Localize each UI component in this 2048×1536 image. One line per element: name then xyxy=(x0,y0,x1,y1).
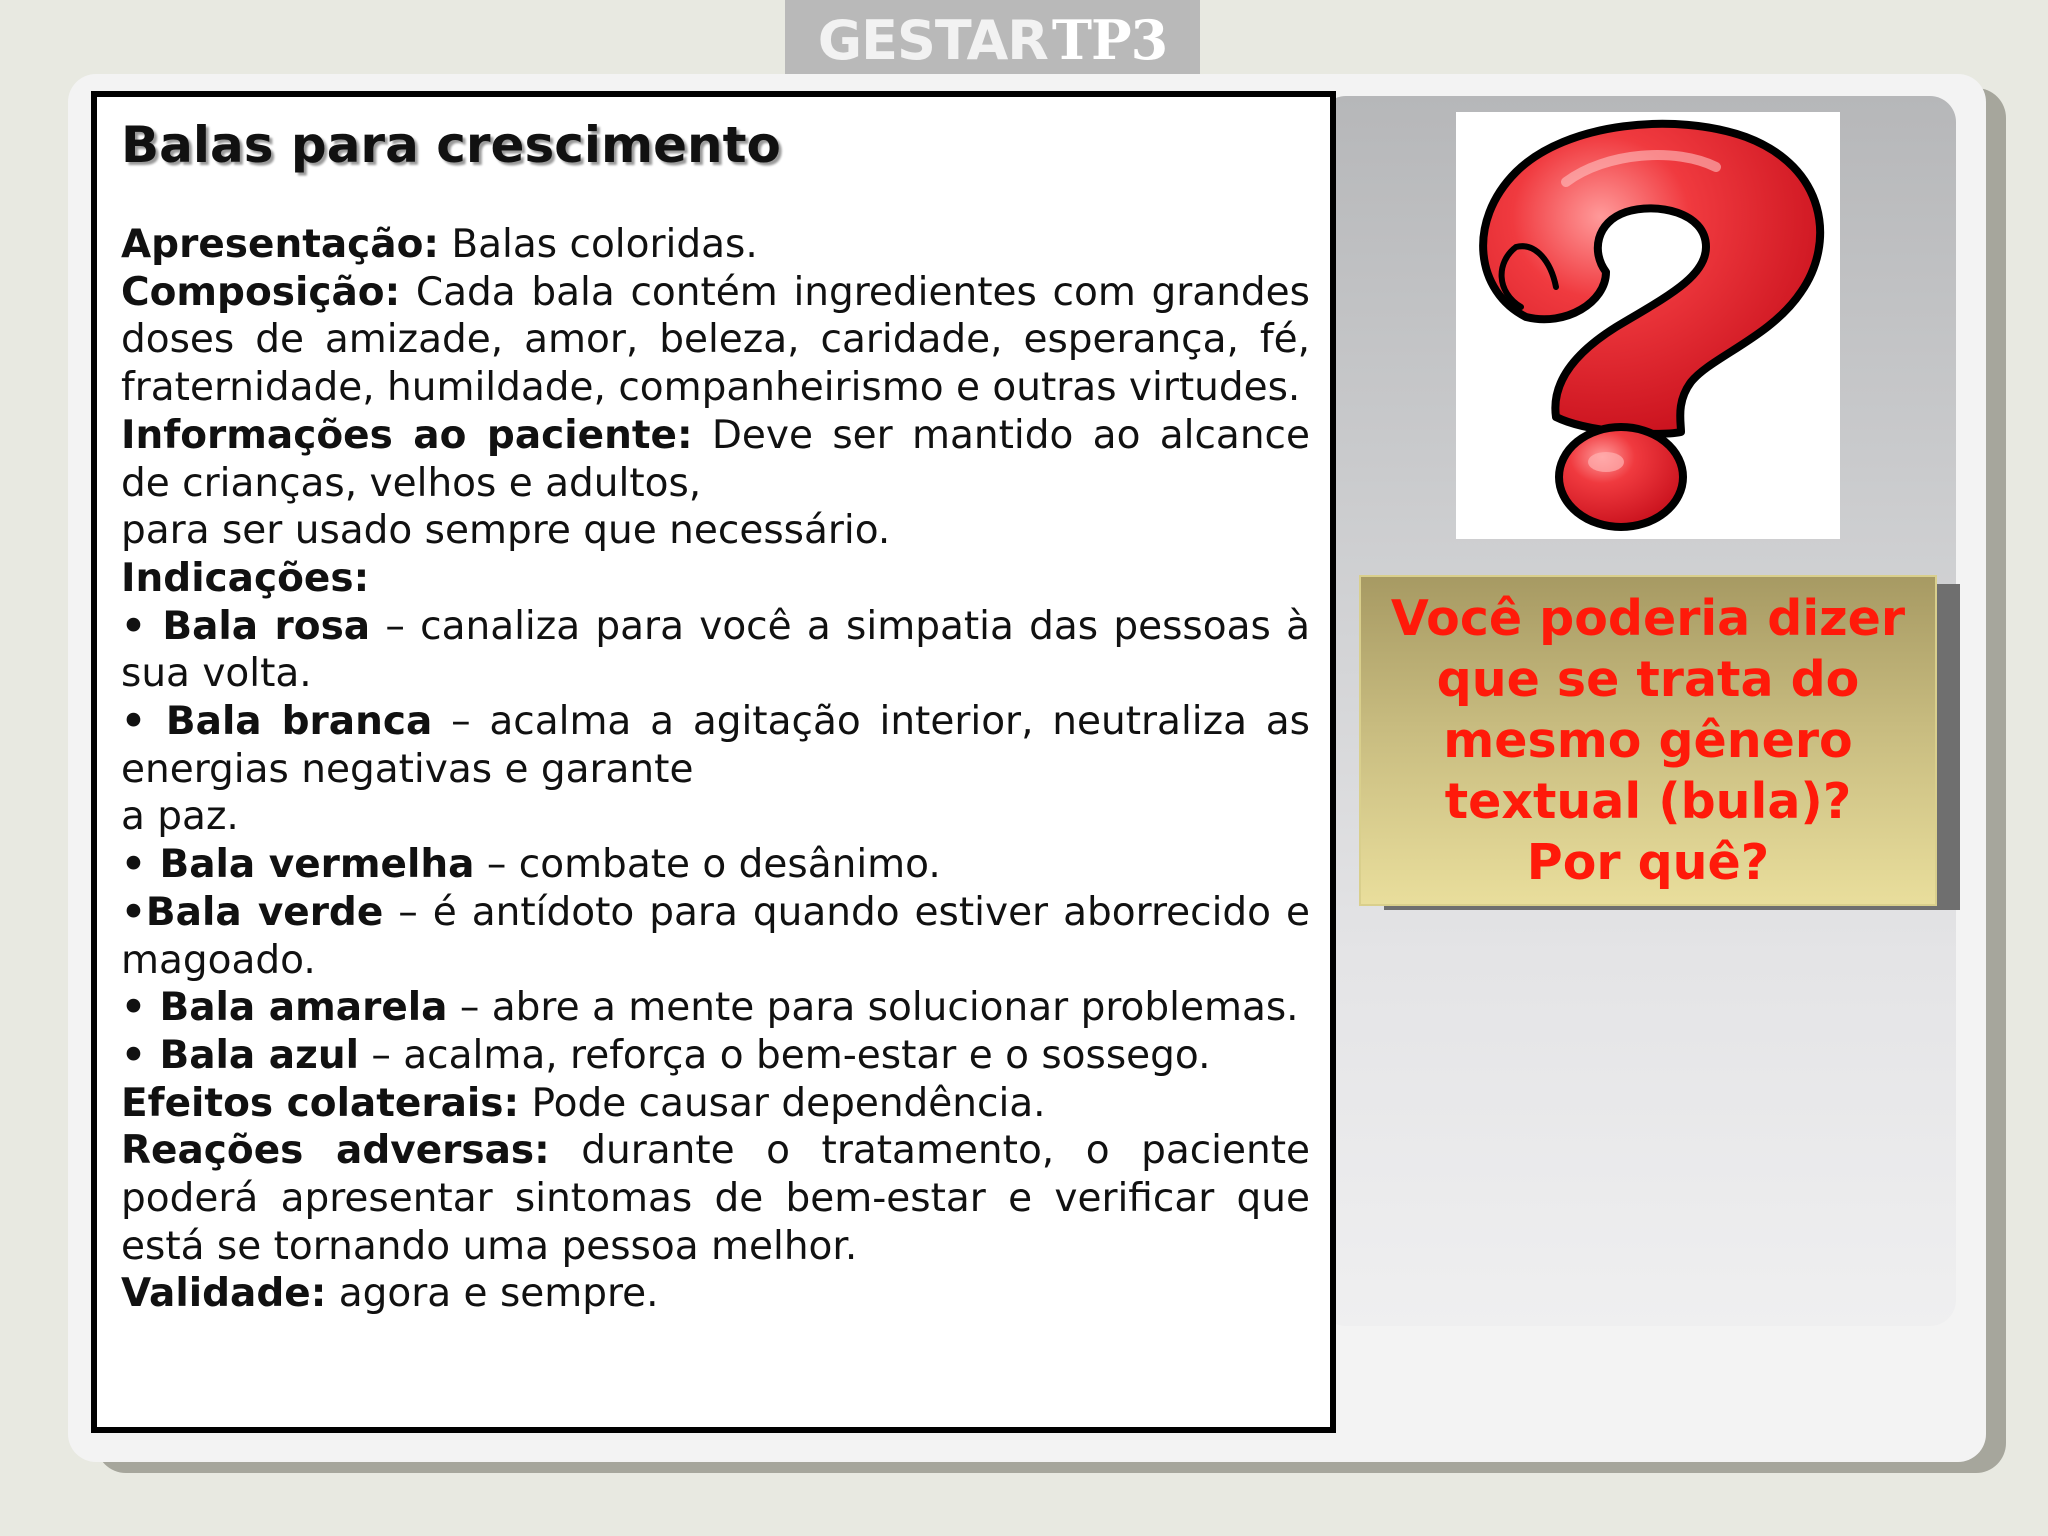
p1 xyxy=(121,269,1310,412)
leaflet-text-box xyxy=(91,91,1336,1433)
callout-line-1: Você poderia dizer xyxy=(1390,590,1906,647)
p11-text: – acalma, reforça o bem-estar e o sossego. xyxy=(358,1032,1211,1078)
callout-line-3: mesmo gênero xyxy=(1443,712,1853,769)
p0-label: Apresentação: xyxy=(121,222,439,267)
p0-text: Balas coloridas. xyxy=(439,222,758,267)
p6 xyxy=(121,698,1310,793)
p9-label: •Bala verde xyxy=(121,889,384,935)
p8 xyxy=(121,841,1310,889)
p12-text: Pode causar dependência. xyxy=(519,1080,1046,1126)
p10-text: – abre a mente para solucionar problemas. xyxy=(447,985,1299,1031)
p12 xyxy=(121,1080,1310,1128)
p13-label: Reações adversas: xyxy=(121,1128,550,1174)
p1-label: Composição: xyxy=(121,269,401,315)
p14 xyxy=(121,1270,1310,1318)
p9 xyxy=(121,889,1310,984)
p10-label: • Bala amarela xyxy=(121,985,448,1031)
callout-line-4: textual (bula)? xyxy=(1444,773,1852,830)
p5-label: • Bala rosa xyxy=(121,603,371,649)
p9-text: – é antídoto para quando estiver aborrecido e magoado. xyxy=(121,889,1310,983)
p6-text: – acalma a agitação interior, neutraliza as energias negativas e garante xyxy=(121,699,1310,792)
gestar-tp3-logo xyxy=(785,0,1200,80)
p0 xyxy=(121,221,1310,269)
p2-text: Deve ser mantido ao alcance de crianças, velhos e adultos, xyxy=(121,412,1310,506)
p3 xyxy=(121,507,1310,555)
question-mark-icon xyxy=(1456,112,1840,539)
p14-text: agora e sempre. xyxy=(326,1271,659,1317)
p13-text: durante o tratamento, o paciente poderá apresentar sintomas de bem-estar e verificar que está se tornando uma pessoa melhor. xyxy=(121,1128,1310,1269)
p8-label: • Bala vermelha xyxy=(121,842,475,888)
logo-suffix: TP3 xyxy=(1051,8,1168,72)
p14-label: Validade: xyxy=(121,1271,327,1317)
question-mark-image xyxy=(1456,112,1840,539)
p13 xyxy=(121,1127,1310,1270)
logo-text: GESTAR xyxy=(817,8,1048,72)
p3-text: para ser usado sempre que necessário. xyxy=(121,508,891,554)
p8-text: – combate o desânimo. xyxy=(474,842,941,888)
p7-text: a paz. xyxy=(121,794,239,840)
p5 xyxy=(121,603,1310,698)
p6-label: • Bala branca xyxy=(121,699,433,745)
p1-text: Cada bala contém ingredientes com grandes doses de amizade, amor, beleza, caridade, esperança, fé, fraternidade, humildade, companheirismo e outras virtudes. xyxy=(121,269,1310,411)
callout-line-2: que se trata do xyxy=(1436,651,1860,708)
p2-label: Informações ao paciente: xyxy=(121,412,693,458)
question-callout xyxy=(1359,575,1937,906)
callout-line-5: Por quê? xyxy=(1526,834,1770,891)
p5-text: – canaliza para você a simpatia das pessoas à sua volta. xyxy=(121,603,1310,697)
p11-label: • Bala azul xyxy=(121,1032,359,1078)
callout-text xyxy=(1391,588,1905,893)
p11 xyxy=(121,1032,1310,1080)
p4 xyxy=(121,555,1310,603)
p12-label: Efeitos colaterais: xyxy=(121,1080,520,1126)
p2 xyxy=(121,412,1310,507)
document-title: Balas para crescimento xyxy=(121,116,781,174)
p10 xyxy=(121,984,1310,1032)
p7 xyxy=(121,793,1310,841)
p4-label: Indicações: xyxy=(121,555,370,601)
